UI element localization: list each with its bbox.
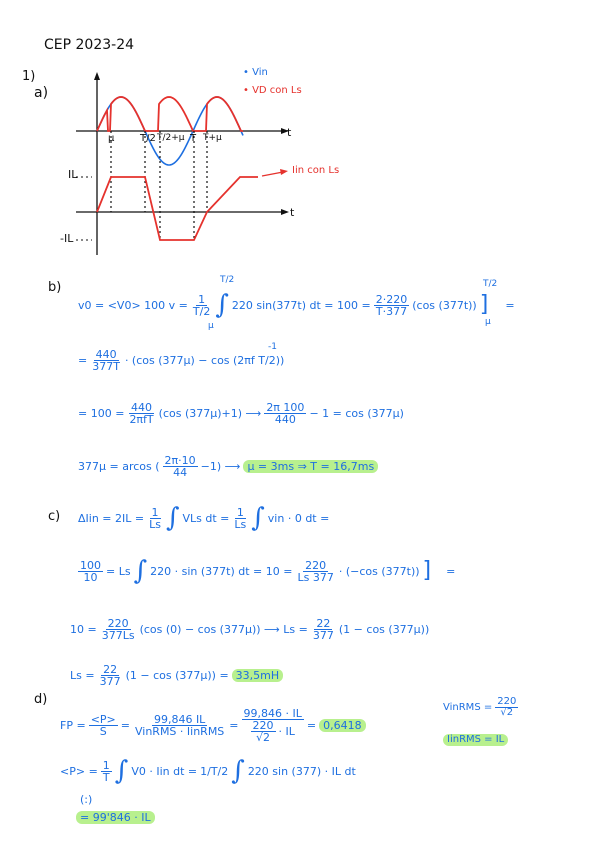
label-iin: Iin con Ls <box>292 165 340 176</box>
part-b-line2: = $\frac{440}{377T}$ · (cos (377μ) − cos (2πf T/2)) <box>78 348 285 373</box>
tick-t2: T/2 <box>140 133 156 144</box>
part-b-result: μ = 3ms ⇒ T = 16,7ms <box>243 460 378 473</box>
part-b-label: b) <box>48 280 62 295</box>
vertical-axis-arrow <box>94 72 100 80</box>
iin-waveform <box>97 177 258 240</box>
axis-t-current: t <box>290 206 295 219</box>
tick-mu: μ <box>108 133 115 144</box>
part-b-line3: = 100 = $\frac{440}{\text{2πfT}}$ (cos (377μ)+1) ⟶ $\frac{2\pi 100}{440}$ − 1 = cos (377μ) <box>78 401 404 426</box>
part-c-label: c) <box>48 509 61 524</box>
label-minus-il: -IL <box>60 232 74 245</box>
part-b-line4: 377μ = arcos ( $\frac{2\pi\cdot 10}{44}$ −1) ⟶ μ = 3ms ⇒ T = 16,7ms <box>78 455 378 478</box>
axis-t-voltage: t <box>287 126 292 139</box>
part-d-result: = 99'846 · IL <box>76 811 155 824</box>
part-d-fp: FP = $\frac{<P>}{S}$ = $\frac{99,846 IL}{\text{VinRMS · IinRMS}}$ = 99,846 · IL $\frac{220}{√2}$ · IL = 0,6418 <box>60 708 366 743</box>
part-b-line1: v0 = <V0> 100 v = $\frac{1}{T/2}$ ∫ 220 sin(377t) dt = 100 = $\frac{2\cdot 220}{T\cdot 377}$ (cos (377t)) ] = <box>78 290 515 320</box>
tick-tmu: T+μ <box>203 133 222 143</box>
part-c-line1: ΔIin = 2IL = $\frac{1}{Ls}$ ∫ VLs dt = $\frac{1}{Ls}$ ∫ vin · 0 dt = <box>78 503 330 533</box>
part-c-line4: Ls = $\frac{22}{377}$ (1 − cos (377μ)) = 33,5mH <box>70 664 283 687</box>
label-il: IL <box>68 168 78 181</box>
tick-t2mu: T/2+μ <box>157 133 185 143</box>
part-d-fp-result: 0,6418 <box>319 719 366 732</box>
part-c-line2: $\frac{100}{10}$ = Ls ∫ 220 · sin (377t) dt = 10 = $\frac{220}{Ls 377}$ · (−cos (377t)) ] = <box>80 556 456 586</box>
vin-rms: VinRMS = $\frac{220}{√2}$ <box>443 696 517 718</box>
tick-t: T <box>190 133 197 144</box>
part-c-line3: 10 = $\frac{220}{377Ls}$ (cos (0) − cos (377μ)) ⟶ Ls = $\frac{22}{377}$ (1 − cos (377μ)) <box>70 617 430 642</box>
iin-rms: IinRMS = IL <box>443 734 508 746</box>
legend-vd: • VD con Ls <box>243 85 302 96</box>
waveform-figure <box>0 0 599 270</box>
problem-number: 1) <box>22 69 36 84</box>
part-d-dots: (:) <box>80 793 93 806</box>
page-title: CEP 2023-24 <box>44 37 135 53</box>
part-d-power: <P> = $\frac{1}{T}$ ∫ V0 · Iin dt = 1/T/2 ∫ 220 sin (377) · IL dt <box>60 756 356 786</box>
part-c-result: 33,5mH <box>232 669 283 682</box>
vd-waveform <box>97 97 243 131</box>
part-d-label: d) <box>34 692 48 707</box>
part-a-label: a) <box>34 85 49 101</box>
legend-vin: • Vin <box>243 67 268 78</box>
